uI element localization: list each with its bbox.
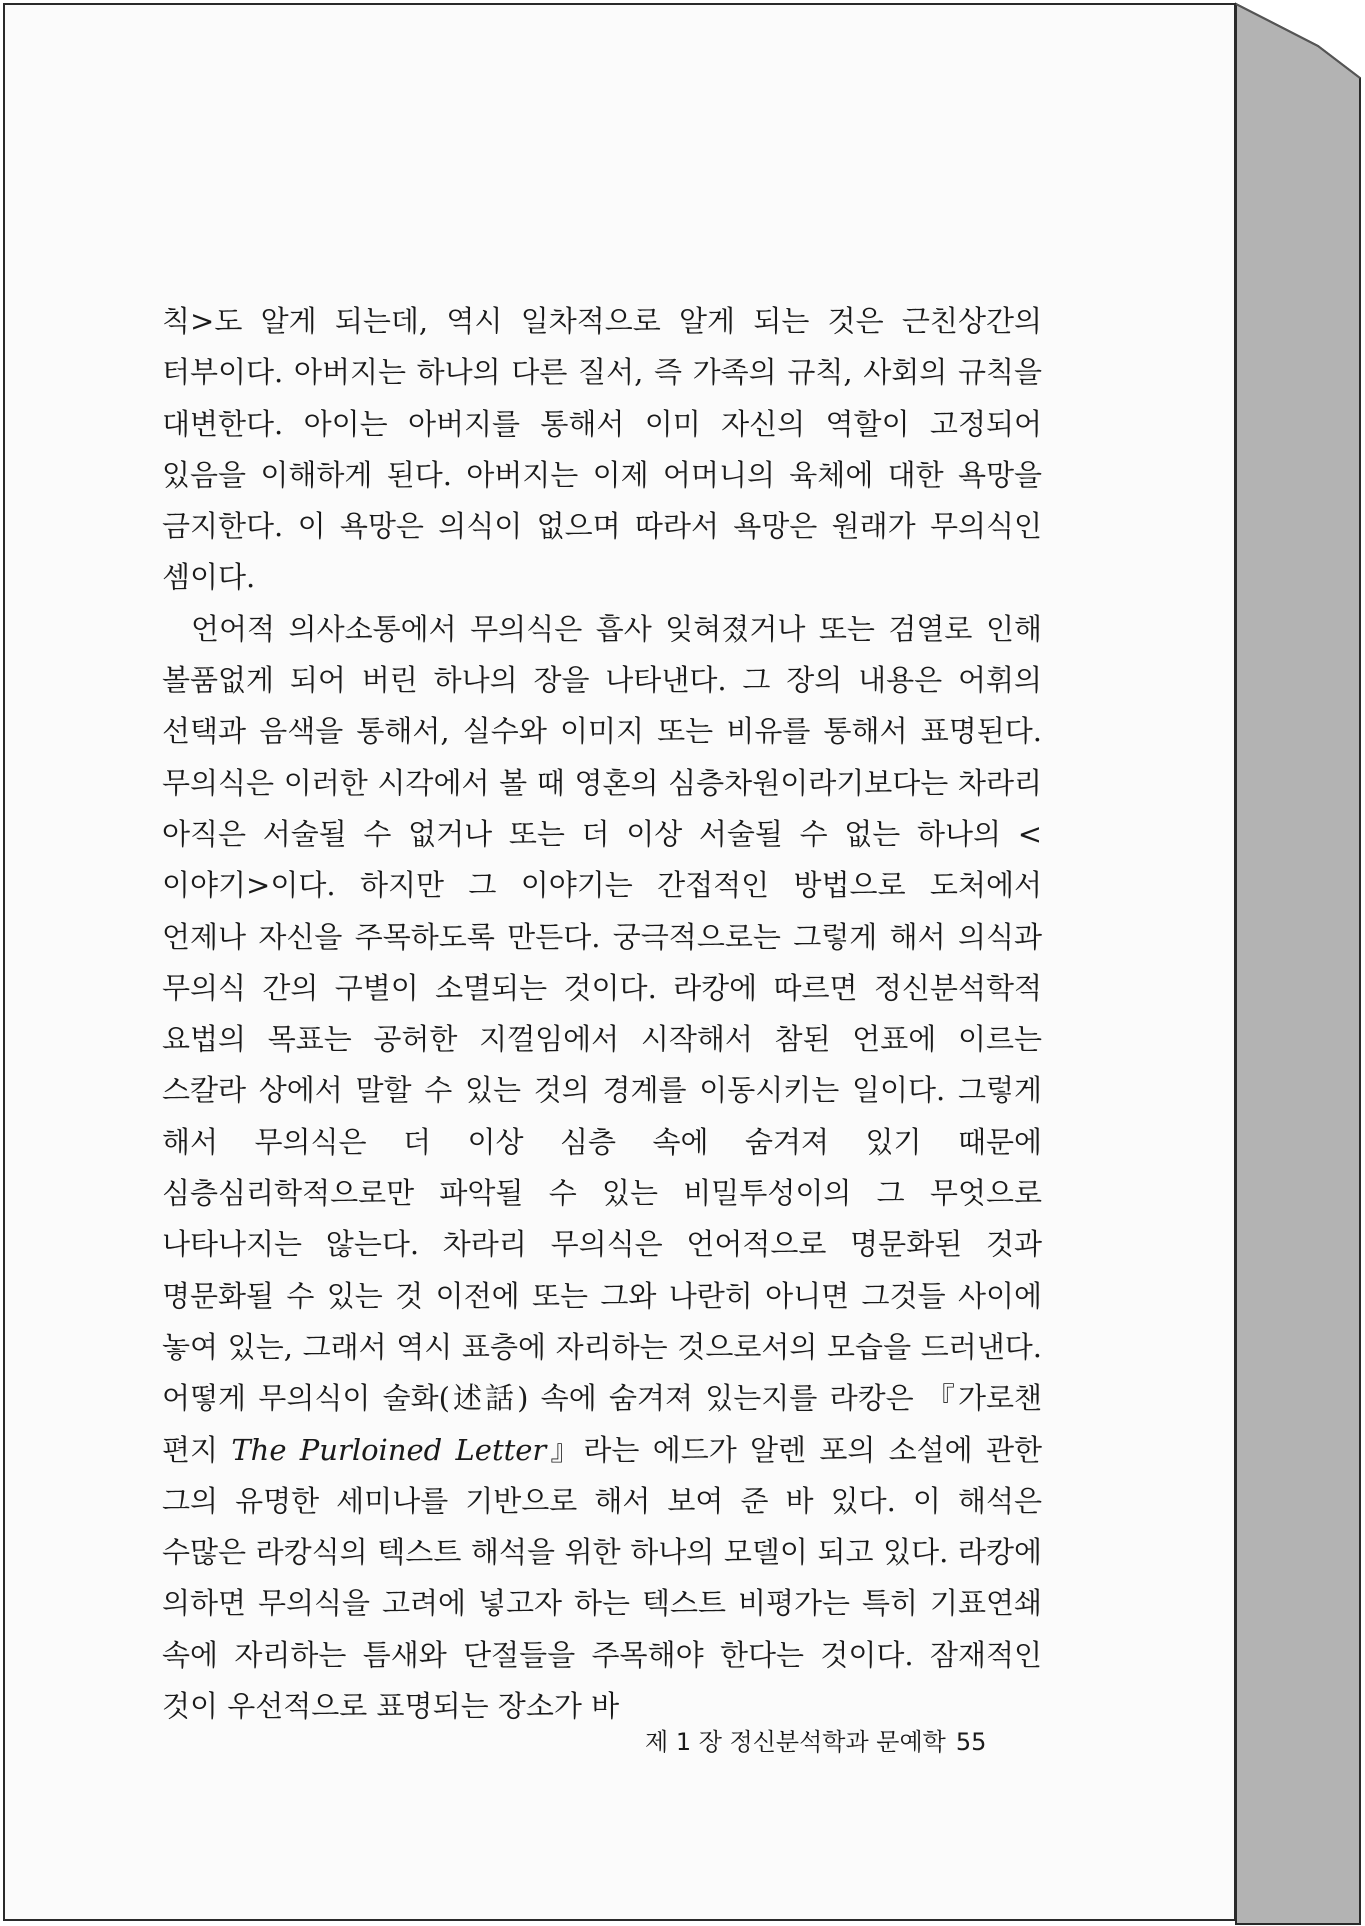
english-title: The Purloined Letter: [231, 1432, 547, 1467]
paragraph-2-text-before-title: 언어적 의사소통에서 무의식은 흡사 잊혀졌거나 또는 검열로 인해 볼품없게 되어 버린 하나의 장을 나타낸다. 그 장의 내용은 어휘의 선택과 음색을 통해서, 실수와 이미지 또는 비유를 통해서 표명된다. 무의식은 이러한 시각에서 볼 때 영혼의 심층차원이라기보다는 차라리 아직은 서술될 수 없거나 또는 더 이상 서술될 수 없는 하나의 <이야기>이다. 하지만 그 이야기는 간접적인 방법으로 도처에서 언제나 자신을 주목하도록 만든다. 궁극적으로는 그렇게 해서 의식과 무의식 간의 구별이 소멸되는 것이다. 라캉에 따르면 정신분석학적 요법의 목표는 공허한 지껄임에서 시작해서 참된 언표에 이르는 스칼라 상에서 말할 수 있는 것의 경계를 이동시키는 일이다. 그렇게 해서 무의식은 더 이상 심층 속에 숨겨져 있기 때문에 심층심리학적으로만 파악될 수 있는 비밀투성이의 그 무엇으로 나타나지는 않는다. 차라리 무의식은 언어적으로 명문화된 것과 명문화될 수 있는 것 이전에 또는 그와 나란히 아니면 그것들 사이에 놓여 있는, 그래서 역시 표층에 자리하는 것으로서의 모습을 드러낸다. 어떻게 무의식이 술화(述話) 속에 숨겨져 있는지를 라캉은 『가로챈 편지: [162, 611, 1042, 1467]
running-footer: [645, 1727, 1045, 1757]
paragraph-2: [162, 604, 1042, 1733]
chapter-title: 제 1 장 정신분석학과 문예학: [645, 1728, 946, 1756]
paragraph-2-text-after-title: 』라는 에드가 알렌 포의 소설에 관한 그의 유명한 세미나를 기반으로 해서 보여 준 바 있다. 이 해석은 수많은 라캉식의 텍스트 해석을 위한 하나의 모델이 되고 있다. 라캉에 의하면 무의식을 고려에 넣고자 하는 텍스트 비평가는 특히 기표연쇄 속에 자리하는 틈새와 단절들을 주목해야 한다는 것이다. 잠재적인 것이 우선적으로 표명되는 장소가 바: [162, 1432, 1042, 1724]
page-number: 55: [955, 1728, 987, 1756]
paragraph-1: 칙>도 알게 되는데, 역시 일차적으로 알게 되는 것은 근친상간의 터부이다. 아버지는 하나의 다른 질서, 즉 가족의 규칙, 사회의 규칙을 대변한다. 아이는 아버지를 통해서 이미 자신의 역할이 고정되어 있음을 이해하게 된다. 아버지는 이제 어머니의 육체에 대한 욕망을 금지한다. 이 욕망은 의식이 없으며 따라서 욕망은 원래가 무의식인 셈이다.: [162, 304, 1042, 595]
body-text: [162, 296, 1042, 1732]
